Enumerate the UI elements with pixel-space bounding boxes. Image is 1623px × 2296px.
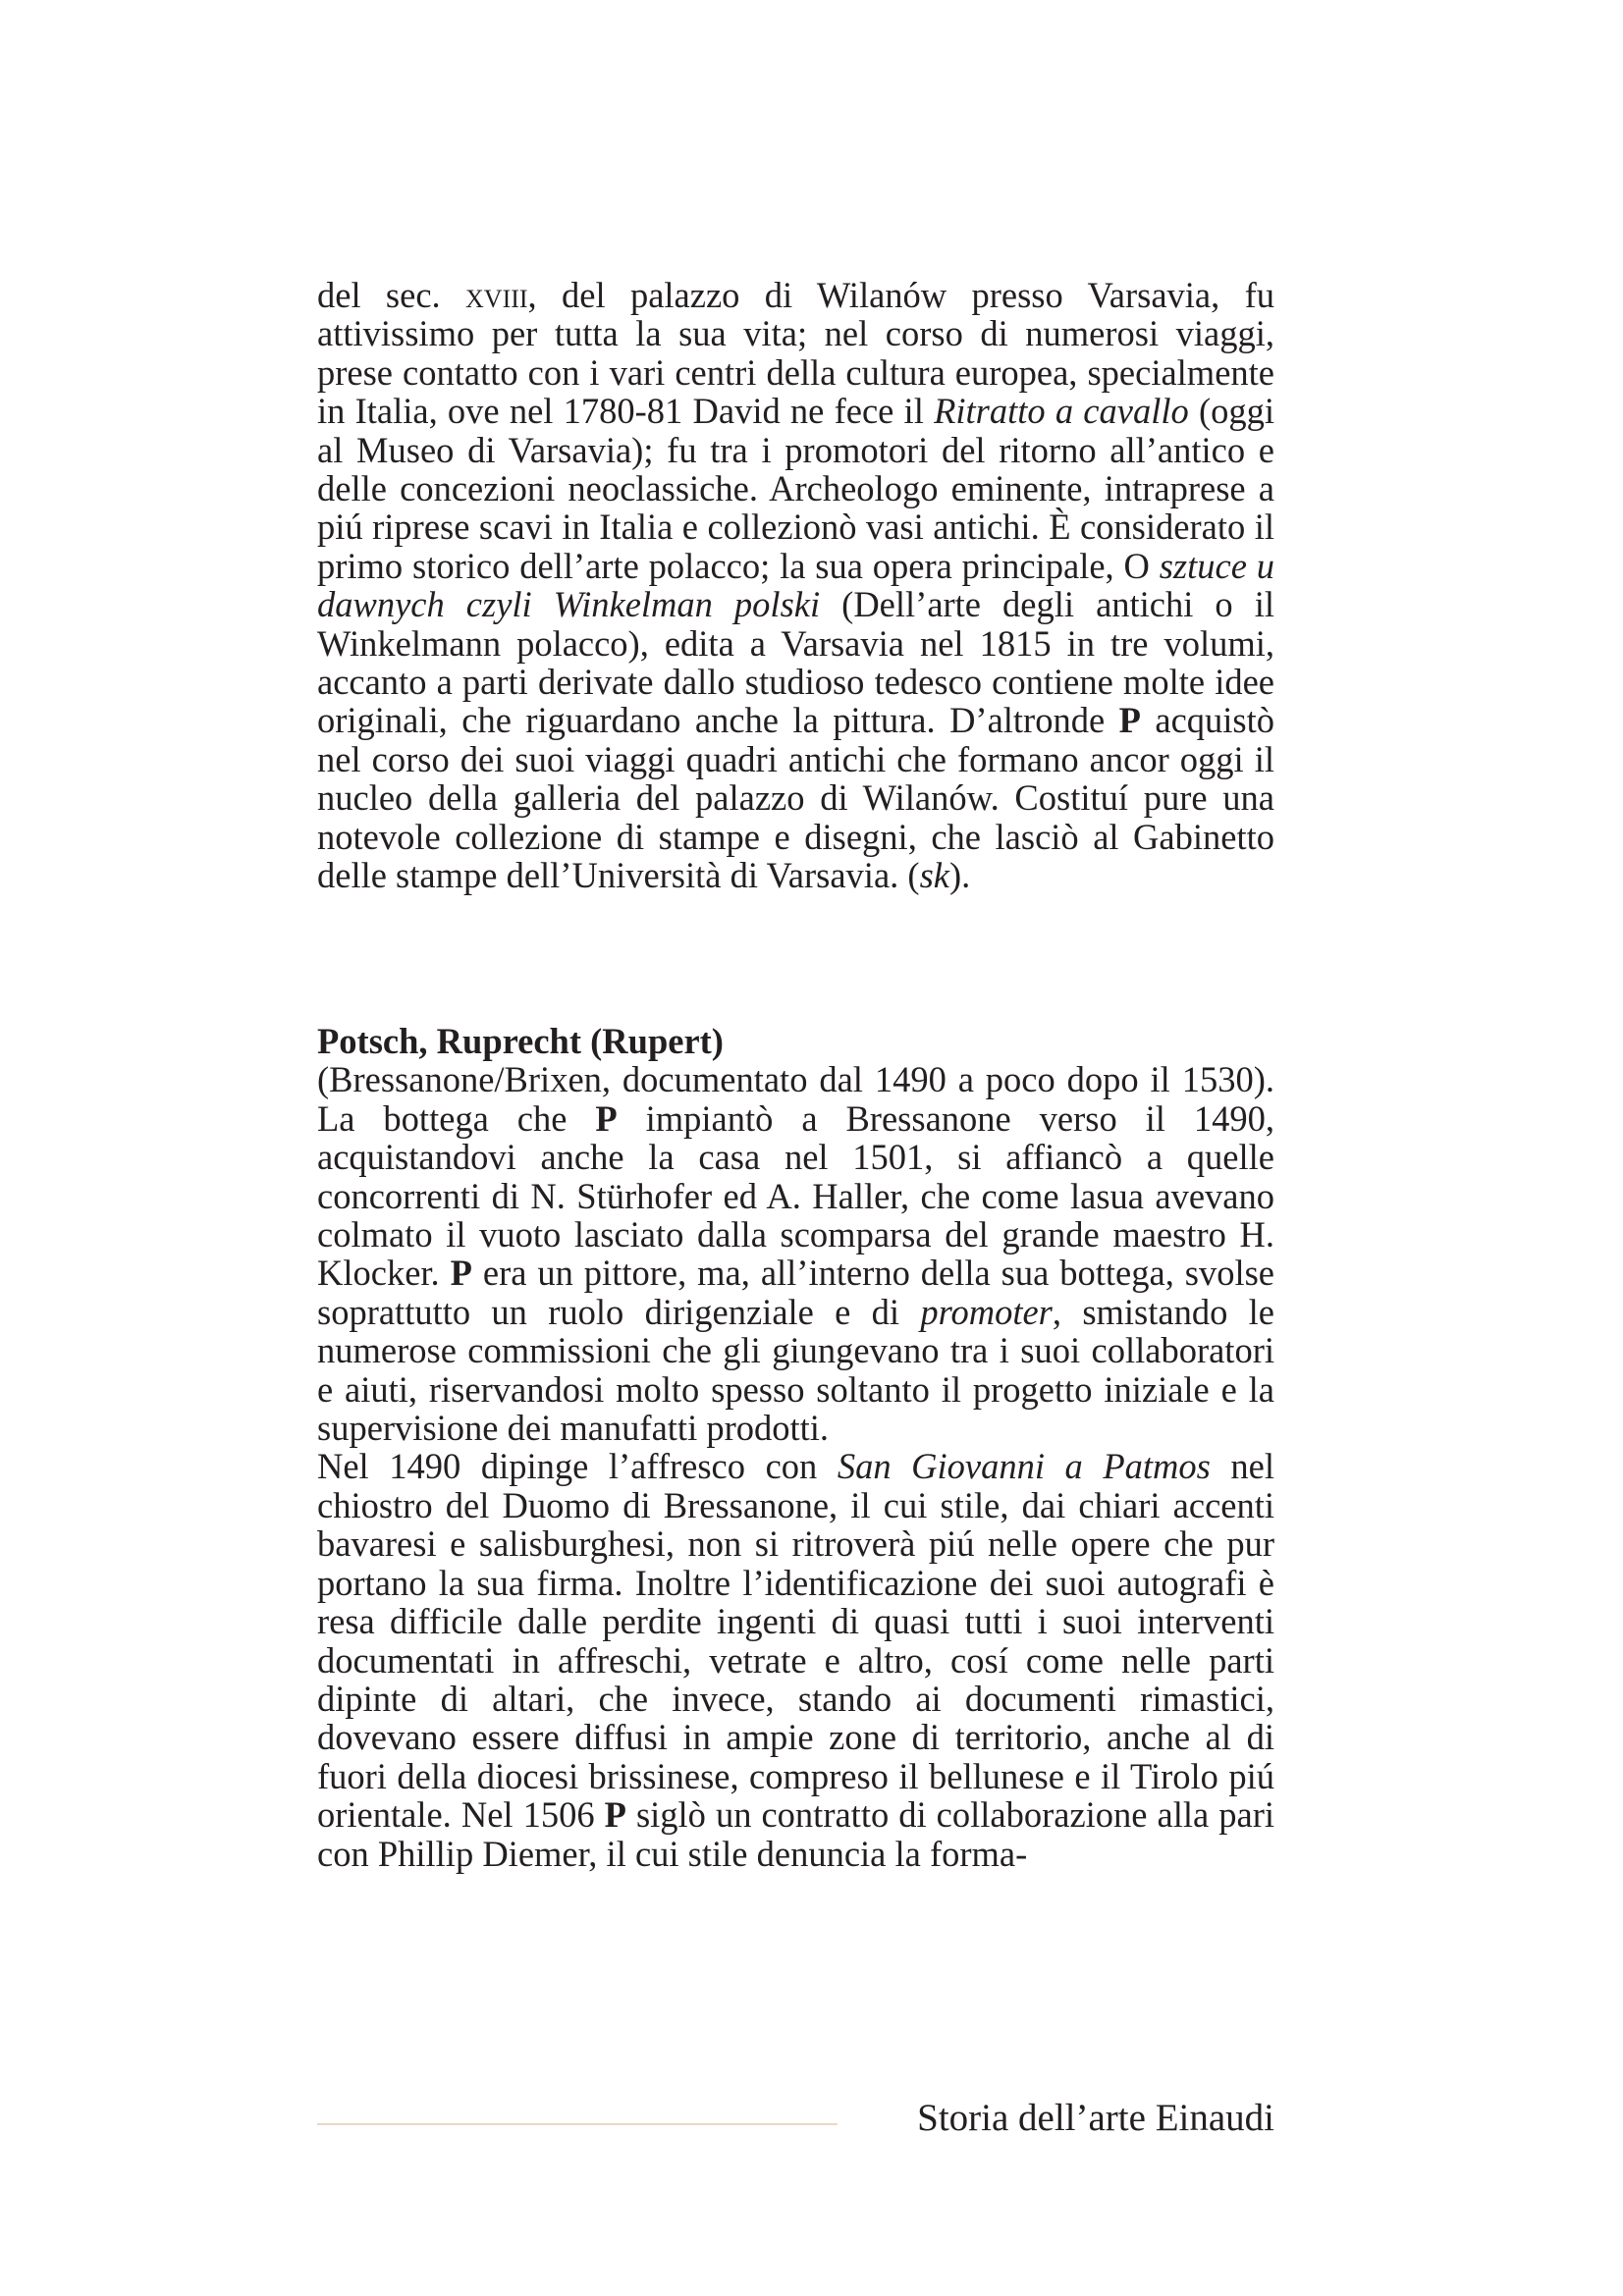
subject-initial: P [1118, 700, 1141, 741]
subject-initial: P [604, 1794, 626, 1836]
text-run: (Dell’arte degli antichi o il Winkelmann polacco), edita a Varsavia nel 1815 in tre volumi, accanto a parti derivate dallo studioso tedesco contiene molte idee originali, che riguardano anche la pittura. D’altronde [317, 584, 1274, 741]
book-title: sztuce u dawnych czyli Winkelman polski [317, 545, 1275, 625]
text-run: era un pittore, ma, all’interno della sua bottega, svolse soprattutto un ruolo dirigenziale e di [317, 1253, 1275, 1332]
text-run: nel chiostro del Duomo di Bressanone, il cui stile, dai chiari accenti bavaresi e salisburghesi, non si ritroverà piú nelle opere che pur portano la sua firma. Inoltre l’identificazione dei suoi autografi è resa difficile dalle perdite ingenti di quasi tutti i suoi interventi documentati in affreschi, vetrate e altro, cosí come nelle parti dipinte di altari, che invece, stando ai documenti rimastici, dovevano essere diffusi in ampie zone di territorio, anche al di fuori della diocesi brissinese, compreso il bellunese e il Tirolo piú orientale. Nel 1506 [317, 1446, 1274, 1836]
text-run: Nel 1490 dipinge l’affresco con [317, 1446, 838, 1487]
subject-initial: P [595, 1097, 618, 1139]
entry-title [317, 1022, 1274, 1060]
author-sigla: sk [919, 855, 949, 896]
text-run: ). [948, 855, 971, 896]
text-run: (oggi al Museo di Varsavia); fu tra i promotori del ritorno all’antico e delle concezioni neoclassiche. Archeologo eminente, intraprese a piú riprese scavi in Italia e collezionò vasi antichi. È considerato il primo storico dell’arte polacco; la sua opera principale, O [317, 391, 1275, 586]
footer-rule [317, 2123, 838, 2125]
entry-paragraph-2 [317, 1447, 1274, 1872]
italic-term: promoter [920, 1291, 1053, 1332]
entry-paragraph-1 [317, 1060, 1274, 1447]
continued-paragraph [317, 276, 1274, 895]
entry-title-text: Potsch, Ruprecht (Rupert) [317, 1021, 724, 1061]
text-run: del sec. [317, 275, 466, 315]
artwork-title: Ritratto a cavallo [934, 391, 1189, 432]
text-run: , smistando le numerose commissioni che gli giungevano tra i suoi collaboratori e aiuti, riservandosi molto spesso soltanto il progetto iniziale e la supervisione dei manufatti prodotti. [317, 1291, 1275, 1449]
entry-potsch [317, 1022, 1274, 1873]
page-footer [317, 2095, 1274, 2144]
text-run: acquistò nel corso dei suoi viaggi quadri antichi che formano ancor oggi il nucleo della galleria del palazzo di Wilanów. Costituí pure una notevole collezione di stampe e disegni, che lasciò al Gabinetto delle stampe dell’Università di Varsavia. ( [317, 700, 1275, 896]
artwork-title: San Giovanni a Patmos [837, 1446, 1211, 1487]
text-run: , del palazzo di Wilanów presso Varsavia, fu attivissimo per tutta la sua vita; nel corso di numerosi viaggi, prese contatto con i vari centri della cultura europea, specialmente in Italia, ove nel 1780-81 David ne fece il [317, 275, 1274, 432]
footer-publication-title: Storia dell’arte Einaudi [917, 2097, 1274, 2139]
subject-initial: P [450, 1253, 472, 1294]
century-numeral: xviii [465, 275, 528, 315]
text-run: impiantò a Bressanone verso il 1490, acquistandovi anche la casa nel 1501, si affiancò a quelle concorrenti di N. Stürhofer ed A. Haller, che come lasua avevano colmato il vuoto lasciato dalla scomparsa del grande maestro H. Klocker. [317, 1097, 1274, 1294]
text-run: siglò un contratto di collaborazione alla pari con Phillip Diemer, il cui stile denuncia la forma- [317, 1794, 1274, 1874]
entry-continuation [317, 276, 1274, 895]
text-run: (Bressanone/Brixen, documentato dal 1490 a poco dopo il 1530). La bottega che [317, 1059, 1274, 1139]
